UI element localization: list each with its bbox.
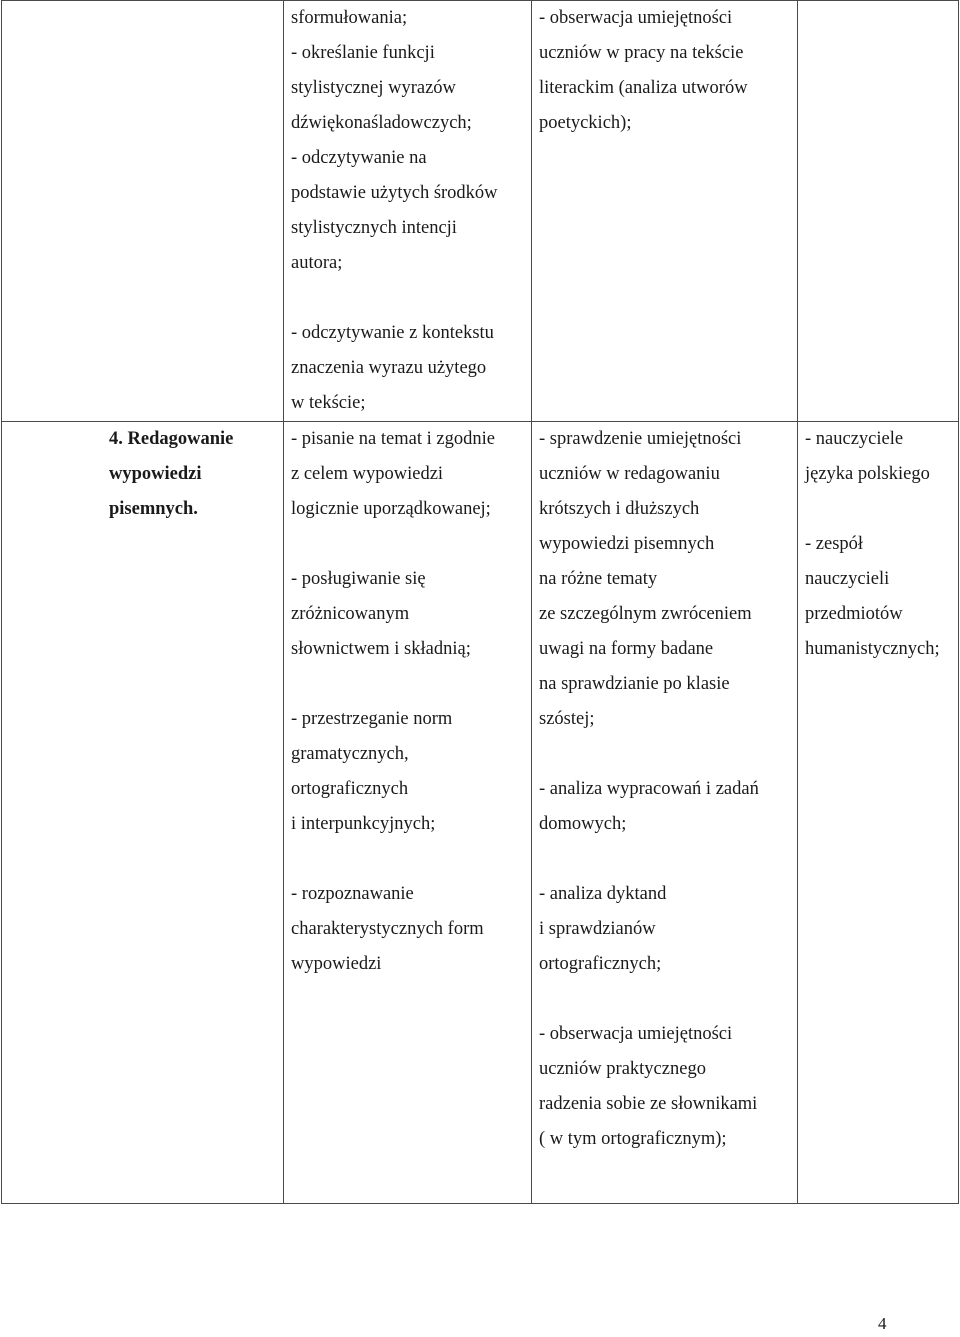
text-line: - analiza dyktand	[539, 884, 667, 904]
responsible-cell-empty	[798, 1, 959, 422]
text-line: - obserwacja umiejętności	[539, 8, 733, 28]
text-line: ze szczególnym zwróceniem	[539, 604, 752, 624]
methods-cell	[532, 1, 798, 422]
page-number: 4	[878, 1314, 887, 1333]
text-line: języka polskiego	[805, 464, 930, 484]
text-line: na różne tematy	[539, 569, 658, 589]
text-line: ortograficznych;	[539, 954, 662, 974]
table-row	[2, 1, 959, 422]
text-line: uwagi na formy badane	[539, 639, 714, 659]
text-line: poetyckich);	[539, 113, 632, 133]
blank-line	[291, 842, 527, 877]
blank-line	[291, 281, 527, 316]
text-line: podstawie użytych środków	[291, 183, 498, 203]
text-line: wypowiedzi pisemnych	[539, 534, 715, 554]
text-line: - zespół	[805, 534, 864, 554]
text-line: domowych;	[539, 814, 627, 834]
text-line: - odczytywanie na	[291, 148, 427, 168]
evaluation-plan-table	[1, 0, 959, 1204]
text-line: 4. Redagowanie	[109, 429, 234, 449]
section-title-cell	[2, 422, 284, 1204]
text-line: w tekście;	[291, 393, 366, 413]
text-line: gramatycznych,	[291, 744, 409, 764]
text-line: i sprawdzianów	[539, 919, 656, 939]
text-line: uczniów w pracy na tekście	[539, 43, 744, 63]
text-line: uczniów praktycznego	[539, 1059, 706, 1079]
text-line: nauczycieli	[805, 569, 890, 589]
text-line: ortograficznych	[291, 779, 409, 799]
text-line: zróżnicowanym	[291, 604, 410, 624]
text-line: charakterystycznych form	[291, 919, 484, 939]
text-line: pisemnych.	[109, 499, 198, 519]
text-line: ( w tym ortograficznym);	[539, 1129, 727, 1149]
text-line: humanistycznych;	[805, 639, 940, 659]
skills-cell	[284, 1, 532, 422]
text-line: - odczytywanie z kontekstu	[291, 323, 494, 343]
text-line: znaczenia wyrazu użytego	[291, 358, 487, 378]
text-line: logicznie uporządkowanej;	[291, 499, 491, 519]
text-line: przedmiotów	[805, 604, 903, 624]
section-cell-empty	[2, 1, 284, 422]
table-row	[2, 422, 959, 1204]
text-line: - obserwacja umiejętności	[539, 1024, 733, 1044]
text-line: krótszych i dłuższych	[539, 499, 700, 519]
text-line: - nauczyciele	[805, 429, 904, 449]
text-line: stylistycznej wyrazów	[291, 78, 456, 98]
text-line: uczniów w redagowaniu	[539, 464, 720, 484]
responsible-cell	[798, 422, 959, 1204]
text-line: z celem wypowiedzi	[291, 464, 444, 484]
text-line: szóstej;	[539, 709, 595, 729]
text-line: radzenia sobie ze słownikami	[539, 1094, 758, 1114]
text-line: - przestrzeganie norm	[291, 709, 453, 729]
blank-line	[291, 527, 527, 562]
text-line: i interpunkcyjnych;	[291, 814, 436, 834]
text-line: dźwiękonaśladowczych;	[291, 113, 472, 133]
text-line: - pisanie na temat i zgodnie	[291, 429, 495, 449]
text-line: stylistycznych intencji	[291, 218, 457, 238]
skills-cell	[284, 422, 532, 1204]
text-line: - sprawdzenie umiejętności	[539, 429, 742, 449]
text-line: literackim (analiza utworów	[539, 78, 748, 98]
blank-line	[539, 737, 793, 772]
blank-line	[805, 492, 954, 527]
text-line: wypowiedzi	[109, 464, 202, 484]
text-line: słownictwem i składnią;	[291, 639, 471, 659]
text-line: na sprawdzianie po klasie	[539, 674, 730, 694]
text-line: sformułowania;	[291, 8, 408, 28]
text-line: - posługiwanie się	[291, 569, 426, 589]
text-line: wypowiedzi	[291, 954, 382, 974]
blank-line	[539, 842, 793, 877]
blank-line	[291, 667, 527, 702]
text-line: - analiza wypracowań i zadań	[539, 779, 759, 799]
text-line: - określanie funkcji	[291, 43, 435, 63]
methods-cell	[532, 422, 798, 1204]
text-line: - rozpoznawanie	[291, 884, 414, 904]
text-line: autora;	[291, 253, 343, 273]
blank-line	[539, 982, 793, 1017]
